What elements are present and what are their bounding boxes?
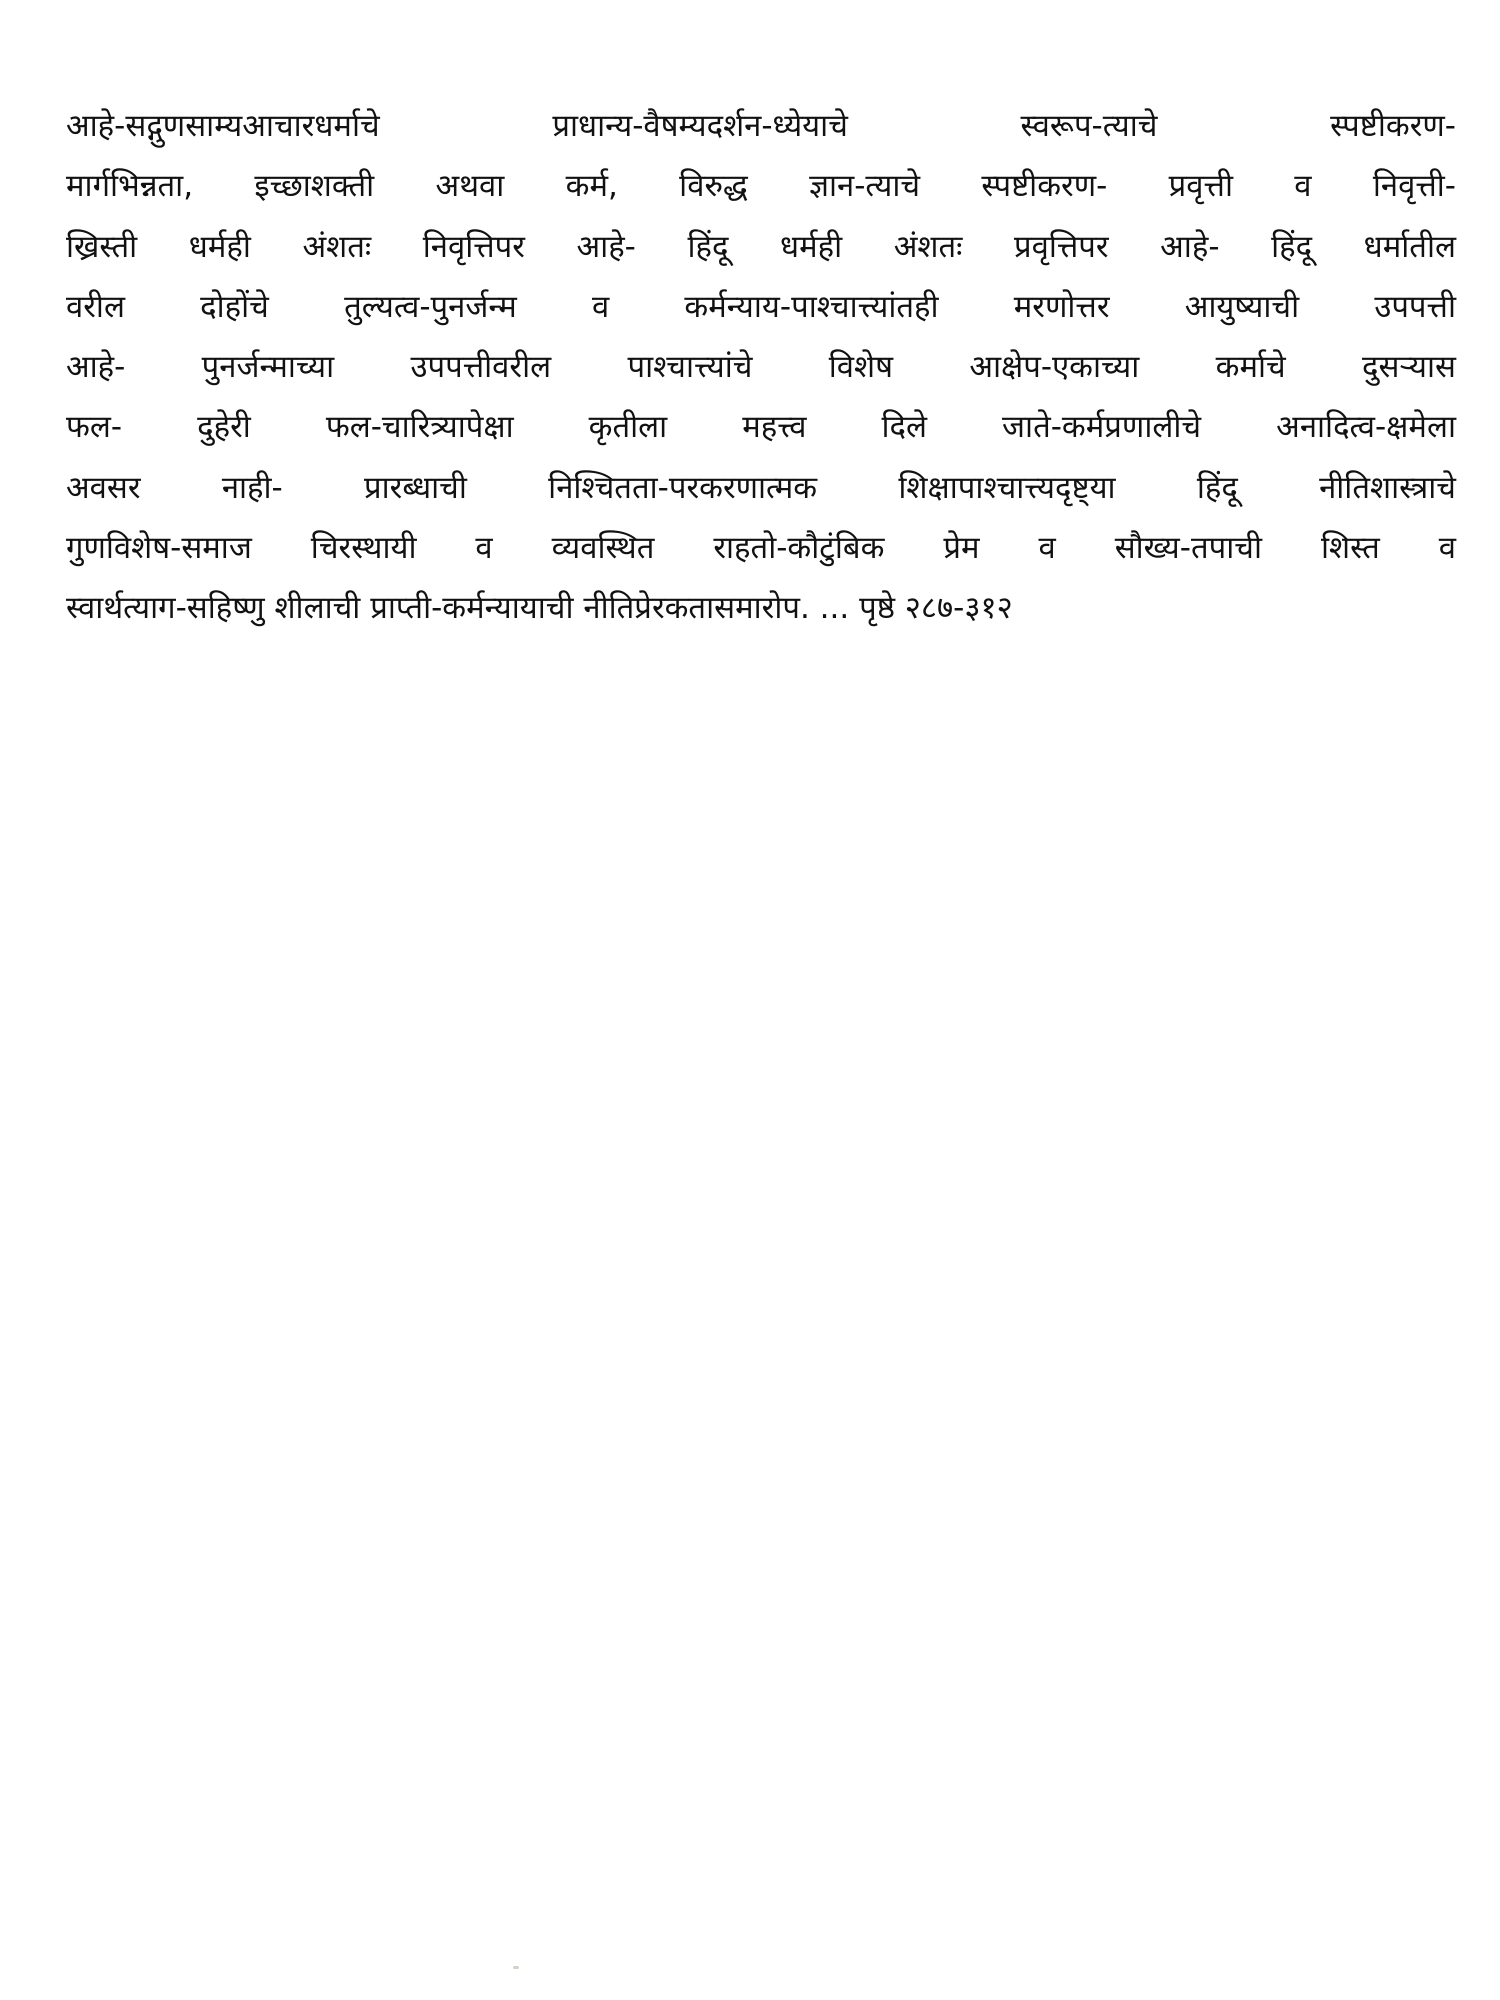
text-line-2: मार्गभिन्नता, इच्छाशक्ती अथवा कर्म, विरुद्ध ज्ञान-त्याचे स्पष्टीकरण- प्रवृत्ती व निवृत्ती- bbox=[66, 168, 1456, 205]
text-line-9: स्वार्थत्याग-सहिष्णु शीलाची प्राप्ती-कर्मन्यायाची नीतिप्रेरकतासमारोप. ... पृष्ठे २८७-३१२ bbox=[66, 590, 1013, 627]
text-line-5: आहे- पुनर्जन्माच्या उपपत्तीवरील पाश्चात्त्यांचे विशेष आक्षेप-एकाच्या कर्माचे दुसऱ्यास bbox=[66, 349, 1456, 386]
text-line-1: आहे-सद्गुणसाम्यआचारधर्माचे प्राधान्य-वैषम्यदर्शन-ध्येयाचे स्वरूप-त्याचे स्पष्टीकरण- bbox=[66, 108, 1456, 144]
text-line-8: गुणविशेष-समाज चिरस्थायी व व्यवस्थित राहतो-कौटुंबिक प्रेम व सौख्य-तपाची शिस्त व bbox=[66, 530, 1456, 567]
text-line-4: वरील दोहोंचे तुल्यत्व-पुनर्जन्म व कर्मन्याय-पाश्चात्त्यांतही मरणोत्तर आयुष्याची उपपत्ती bbox=[66, 288, 1456, 325]
body-text bbox=[66, 100, 1456, 643]
text-line-6: फल- दुहेरी फल-चारित्र्यापेक्षा कृतीला महत्त्व दिले जाते-कर्मप्रणालीचे अनादित्व-क्षमेला bbox=[66, 409, 1456, 446]
scan-speck bbox=[513, 1966, 519, 1969]
text-line-7: अवसर नाही- प्रारब्धाची निश्चितता-परकरणात्मक शिक्षापाश्चात्त्यदृष्ट्या हिंदू नीतिशास्त्राचे bbox=[66, 469, 1456, 506]
text-line-3: ख्रिस्ती धर्मही अंशतः निवृत्तिपर आहे- हिंदू धर्मही अंशतः प्रवृत्तिपर आहे- हिंदू धर्मातील bbox=[66, 228, 1456, 265]
